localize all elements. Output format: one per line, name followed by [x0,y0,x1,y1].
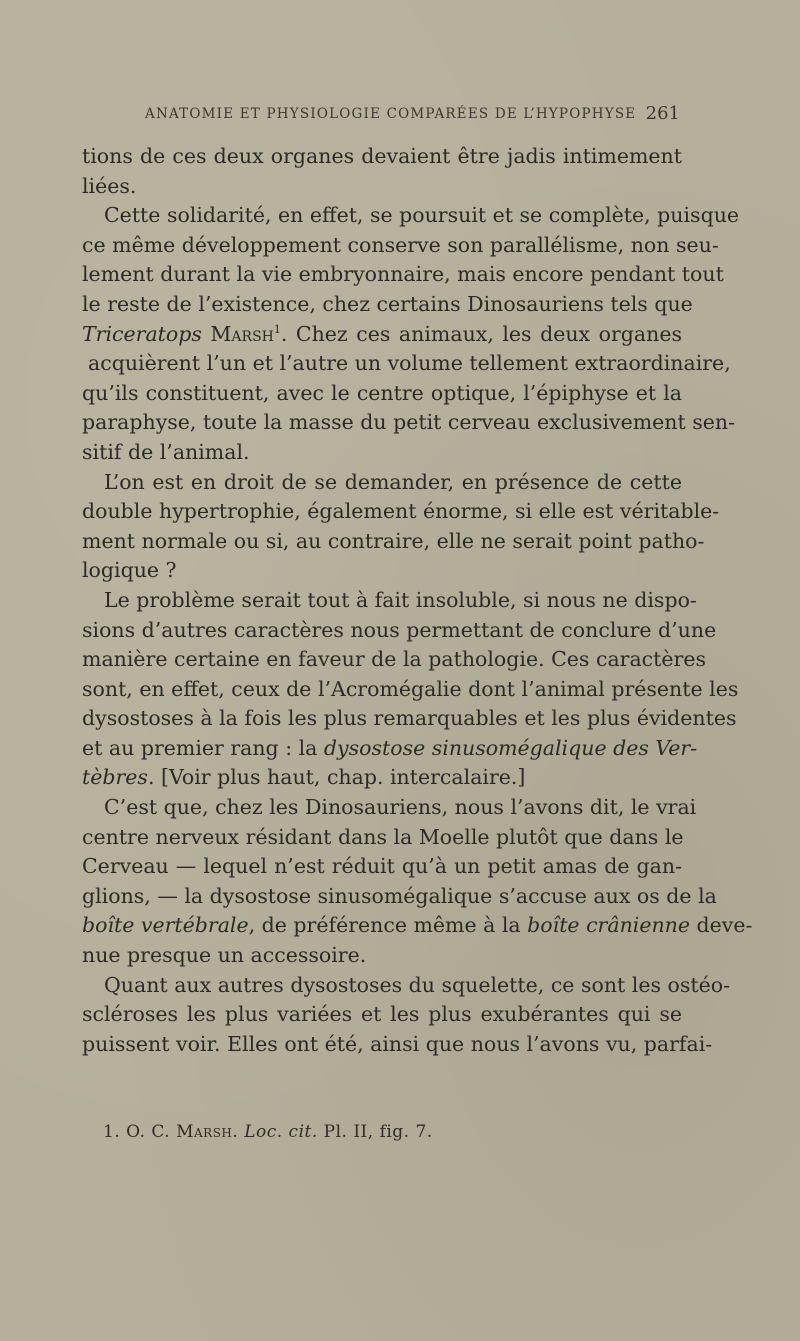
text-span: , de préférence même à la [248,913,528,938]
text-line: logique ? [82,558,177,583]
italic-term: dysostose sinusomégalique des Ver- [323,735,698,760]
text-line: acquièrent l’un et l’autre un volume tellement extraordinaire, [88,351,731,376]
footnote-rest: Pl. II, fig. 7. [317,1122,433,1142]
footnote-ref: 1 [273,322,281,336]
genus-name: Triceratops [82,321,202,346]
text-line: L’on est en droit de se demander, en présence de cette [104,469,682,494]
text-line [82,320,682,350]
running-title: ANATOMIE ET PHYSIOLOGIE COMPARÉES DE L’HYPOPHYSE [145,106,637,122]
text-line: sions d’autres caractères nous permettant de conclure d’une [82,617,717,642]
text-line: paraphyse, toute la masse du petit cerveau exclusivement sen- [82,410,736,435]
text-line: Le problème serait tout à fait insoluble, si nous ne dispo- [104,587,697,612]
text-line: ment normale ou si, au contraire, elle ne serait point patho- [82,528,705,553]
text-line: dysostoses à la fois les plus remarquables et les plus évidentes [82,706,737,731]
text-span: deve- [690,913,753,938]
text-line: Cette solidarité, en effet, se poursuit et se complète, puisque [104,203,740,228]
text-line: Cerveau — lequel n’est réduit qu’à un petit amas de gan- [82,854,682,879]
footnote-sep: . [232,1122,245,1142]
text-line: puissent voir. Elles ont été, ainsi que nous l’avons vu, parfai- [82,1031,713,1056]
footnote [103,1122,433,1142]
text-line: Quant aux autres dysostoses du squelette, ce sont les ostéo- [104,972,731,997]
text-line: tions de ces deux organes devaient être jadis intimement [82,144,682,168]
footnote-author: Marsh [176,1122,233,1142]
italic-term: boîte crânienne [527,913,691,938]
text-line: qu’ils constituent, avec le centre optique, l’épiphyse et la [82,380,682,405]
text-span: et au premier rang : la [82,735,324,760]
text-line: lement durant la vie embryonnaire, mais encore pendant tout [82,262,724,287]
text-line: centre nerveux résidant dans la Moelle plutôt que dans le [82,824,684,849]
text-line [82,911,753,941]
text-line: manière certaine en faveur de la pathologie. Ces caractères [82,647,706,672]
text-line [82,763,682,793]
text-line [82,734,698,764]
text-line: double hypertrophie, également énorme, si elle est véritable- [82,499,720,524]
text-line: C’est que, chez les Dinosauriens, nous l’avons dit, le vrai [104,795,697,820]
text-line: sont, en effet, ceux de l’Acromégalie dont l’animal présente les [82,676,739,701]
author-name: Marsh [210,321,274,346]
footnote-loc: Loc. cit. [244,1122,318,1142]
text-span: . [Voir plus haut, chap. intercalaire.] [147,765,526,790]
text-line: sitif de l’animal. [82,439,250,464]
text-line: nue presque un accessoire. [82,943,367,968]
text-line: le reste de l’existence, chez certains Dinosauriens tels que [82,291,693,316]
text-line: glions, — la dysostose sinusomégalique s’accuse aux os de la [82,883,717,908]
italic-term: boîte vertébrale [82,913,249,938]
running-head [145,103,680,124]
page-number: 261 [645,103,680,124]
italic-term: tèbres [82,765,148,790]
text-line: liées. [82,173,137,198]
text-line: scléroses les plus variées et les plus exubérantes qui se [82,1002,682,1027]
text-span: . Chez ces animaux, les deux organes [280,321,682,346]
text-line: ce même développement conserve son parallélisme, non seu- [82,232,719,257]
footnote-number: 1. O. C. [103,1122,177,1142]
body-text [82,142,753,1059]
